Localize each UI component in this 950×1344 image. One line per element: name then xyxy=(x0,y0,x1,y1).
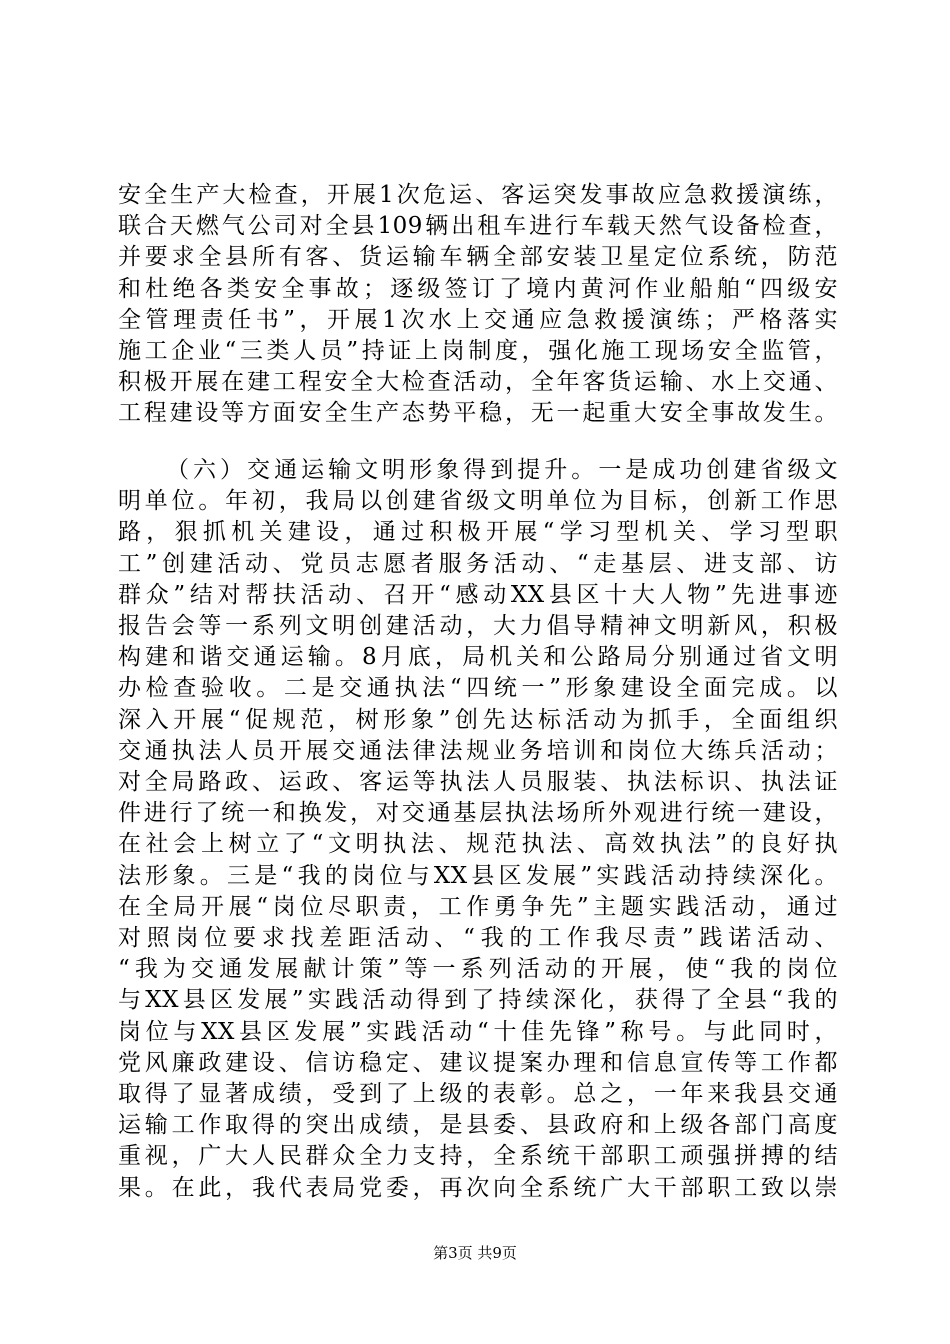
text-line: 积极开展在建工程安全大检查活动，全年客货运输、水上交通、 xyxy=(118,369,838,396)
text-line: 运输工作取得的突出成绩，是县委、县政府和上级各部门高度 xyxy=(118,1112,838,1139)
text-line: 党风廉政建设、信访稳定、建议提案办理和信息宣传等工作都 xyxy=(118,1049,838,1076)
text-line: 在全局开展“岗位尽职责，工作勇争先”主题实践活动，通过 xyxy=(118,893,838,920)
text-line: 果。在此，我代表局党委，再次向全系统广大干部职工致以崇 xyxy=(118,1174,838,1201)
text-line: 岗位与XX县区发展”实践活动“十佳先锋”称号。与此同时， xyxy=(118,1018,838,1045)
text-line: 构建和谐交通运输。8月底，局机关和公路局分别通过省文明 xyxy=(118,644,838,671)
text-line: 明单位。年初，我局以创建省级文明单位为目标，创新工作思 xyxy=(118,488,838,515)
text-line: 全管理责任书”，开展1次水上交通应急救援演练；严格落实 xyxy=(118,306,838,333)
text-line: 对全局路政、运政、客运等执法人员服装、执法标识、执法证 xyxy=(118,769,838,796)
text-line: （六）交通运输文明形象得到提升。一是成功创建省级文 xyxy=(166,457,838,483)
text-line: 路，狠抓机关建设，通过积极开展“学习型机关、学习型职 xyxy=(118,519,838,546)
page-number-footer: 第3页 共9页 xyxy=(433,1244,517,1262)
text-line: 安全生产大检查，开展1次危运、客运突发事故应急救援演练， xyxy=(118,182,838,208)
paragraph-safety-production xyxy=(118,180,838,430)
text-line: 并要求全县所有客、货运输车辆全部安装卫星定位系统，防范 xyxy=(118,244,838,271)
text-line: 在社会上树立了“文明执法、规范执法、高效执法”的良好执 xyxy=(118,831,838,858)
text-line: 工程建设等方面安全生产态势平稳，无一起重大安全事故发生。 xyxy=(118,400,838,427)
text-line: 施工企业“三类人员”持证上岗制度，强化施工现场安全监管， xyxy=(118,338,838,365)
text-line: 取得了显著成绩，受到了上级的表彰。总之，一年来我县交通 xyxy=(118,1081,838,1108)
text-line: 法形象。三是“我的岗位与XX县区发展”实践活动持续深化。 xyxy=(118,862,838,889)
text-line: 报告会等一系列文明创建活动，大力倡导精神文明新风，积极 xyxy=(118,613,838,640)
text-line: 办检查验收。二是交通执法“四统一”形象建设全面完成。以 xyxy=(118,675,838,702)
text-line: 与XX县区发展”实践活动得到了持续深化，获得了全县“我的 xyxy=(118,987,838,1014)
text-line: 和杜绝各类安全事故；逐级签订了境内黄河作业船舶“四级安 xyxy=(118,275,838,302)
text-line: 深入开展“促规范，树形象”创先达标活动为抓手，全面组织 xyxy=(118,706,838,733)
paragraph-civilized-image xyxy=(118,455,838,1204)
text-line: 交通执法人员开展交通法律法规业务培训和岗位大练兵活动； xyxy=(118,737,838,764)
text-line: 对照岗位要求找差距活动、“我的工作我尽责”践诺活动、 xyxy=(118,925,838,952)
text-line: 重视，广大人民群众全力支持，全系统干部职工顽强拼搏的结 xyxy=(118,1143,838,1170)
text-line: 联合天燃气公司对全县109辆出租车进行车载天然气设备检查， xyxy=(118,213,838,240)
text-line: “我为交通发展献计策”等一系列活动的开展，使“我的岗位 xyxy=(118,956,838,983)
text-line: 群众”结对帮扶活动、召开“感动XX县区十大人物”先进事迹 xyxy=(118,581,838,608)
text-line: 件进行了统一和换发，对交通基层执法场所外观进行统一建设， xyxy=(118,800,838,827)
text-line: 工”创建活动、党员志愿者服务活动、“走基层、进支部、访 xyxy=(118,550,838,577)
